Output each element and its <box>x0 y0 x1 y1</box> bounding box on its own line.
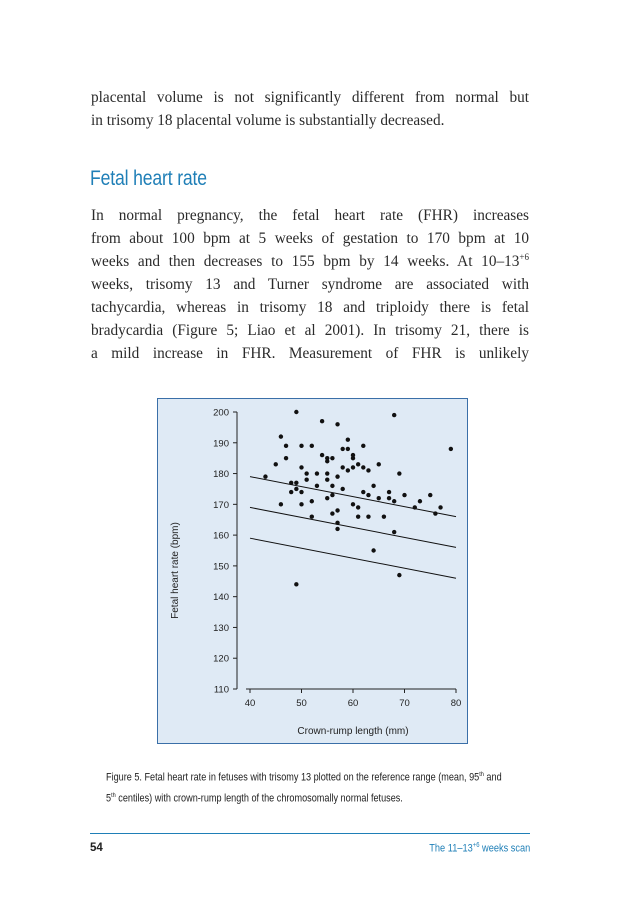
data-point <box>284 444 288 448</box>
data-point <box>304 471 308 475</box>
reference-lines <box>250 477 456 579</box>
x-tick-label: 80 <box>450 698 462 709</box>
x-tick-label: 60 <box>347 698 359 709</box>
data-point <box>371 484 375 488</box>
x-tick-label: 70 <box>399 698 410 709</box>
y-tick-label: 190 <box>213 438 229 450</box>
body-line: weeks, trisomy 13 and Turner syndrome are associated with <box>91 276 529 293</box>
caption-superscript: th <box>479 771 484 778</box>
y-tick-label: 160 <box>213 530 229 542</box>
body-line: tachycardia, whereas in trisomy 18 and triploidy there is fetal <box>91 299 529 316</box>
data-point <box>361 465 365 469</box>
data-point <box>299 490 303 494</box>
caption-text: and <box>483 771 502 784</box>
y-tick-label: 150 <box>213 561 229 573</box>
body-line: from about 100 bpm at 5 weeks of gestation to 170 bpm at 10 <box>91 230 529 247</box>
reference-line <box>250 507 456 547</box>
data-point <box>330 511 334 515</box>
data-point <box>377 496 381 500</box>
body-line: In normal pregnancy, the fetal heart rate (FHR) increases <box>91 207 529 224</box>
data-point <box>418 499 422 503</box>
data-point <box>351 465 355 469</box>
data-point <box>341 487 345 491</box>
data-point <box>299 502 303 506</box>
data-point <box>289 481 293 485</box>
data-point <box>304 478 308 482</box>
data-point <box>366 493 370 497</box>
figure-caption <box>106 766 526 807</box>
data-point <box>356 514 360 518</box>
chart-axes <box>213 408 461 710</box>
data-point <box>279 434 283 438</box>
data-point <box>310 444 314 448</box>
data-point <box>335 474 339 478</box>
data-point <box>315 484 319 488</box>
data-point <box>387 490 391 494</box>
data-point <box>377 462 381 466</box>
running-title-text: The 11–13 <box>428 842 473 855</box>
data-point <box>284 456 288 460</box>
body-line: bradycardia (Figure 5; Liao et al 2001). In trisomy 21, there is <box>91 322 529 339</box>
data-point <box>449 447 453 451</box>
data-point <box>299 444 303 448</box>
running-title-text: weeks scan <box>479 842 530 855</box>
footer-divider <box>90 833 530 834</box>
data-point <box>346 447 350 451</box>
data-point <box>397 573 401 577</box>
data-point <box>315 471 319 475</box>
y-axis-label: Fetal heart rate (bpm) <box>170 522 181 619</box>
y-tick-label: 140 <box>213 592 229 604</box>
data-point <box>299 465 303 469</box>
data-point <box>387 496 391 500</box>
x-axis-label: Crown-rump length (mm) <box>297 726 409 737</box>
data-point <box>366 468 370 472</box>
intro-paragraph <box>91 86 529 132</box>
data-point <box>346 438 350 442</box>
data-point <box>294 481 298 485</box>
data-point <box>325 459 329 463</box>
y-tick-label: 130 <box>213 622 229 634</box>
data-point <box>351 502 355 506</box>
y-tick-label: 120 <box>213 653 229 665</box>
data-point <box>438 505 442 509</box>
data-point <box>366 514 370 518</box>
y-tick-label: 110 <box>213 684 229 696</box>
data-point <box>335 508 339 512</box>
data-point <box>392 530 396 534</box>
data-point <box>402 493 406 497</box>
data-point <box>310 514 314 518</box>
data-point <box>356 462 360 466</box>
data-point <box>330 493 334 497</box>
running-title <box>429 842 530 855</box>
data-point <box>428 493 432 497</box>
body-line-text: weeks and then decreases to 155 bpm by 14 weeks. At 10–13 <box>91 253 520 270</box>
x-tick-label: 40 <box>244 698 256 709</box>
data-point <box>320 419 324 423</box>
y-tick-label: 200 <box>213 407 229 419</box>
section-heading: Fetal heart rate <box>90 167 207 190</box>
x-tick-label: 50 <box>296 698 307 709</box>
running-title-superscript: +6 <box>472 842 480 849</box>
data-point <box>325 471 329 475</box>
data-points <box>263 410 453 587</box>
data-point <box>356 505 360 509</box>
caption-text: centiles) with crown-rump length of the chromosomally normal fetuses. <box>115 792 403 805</box>
reference-line <box>250 538 456 578</box>
caption-label: Figure 5. <box>106 771 142 784</box>
data-point <box>392 413 396 417</box>
body-paragraph <box>91 204 529 365</box>
data-point <box>330 484 334 488</box>
y-tick-label: 170 <box>213 499 229 511</box>
data-point <box>335 422 339 426</box>
data-point <box>289 490 293 494</box>
page-number: 54 <box>90 842 103 854</box>
body-superscript: +6 <box>519 251 529 262</box>
data-point <box>413 505 417 509</box>
caption-text: Fetal heart rate in fetuses with trisomy 13 plotted on the reference range (mean, 95 <box>141 771 480 784</box>
data-point <box>320 453 324 457</box>
data-point <box>392 499 396 503</box>
data-point <box>433 511 437 515</box>
data-point <box>341 447 345 451</box>
data-point <box>325 496 329 500</box>
data-point <box>346 468 350 472</box>
body-line <box>91 250 529 273</box>
figure-chart <box>157 398 468 744</box>
data-point <box>335 521 339 525</box>
scatter-plot <box>158 399 469 745</box>
data-point <box>274 462 278 466</box>
y-tick-label: 180 <box>213 469 229 481</box>
data-point <box>330 456 334 460</box>
data-point <box>263 474 267 478</box>
data-point <box>310 499 314 503</box>
reference-line <box>250 477 456 517</box>
data-point <box>294 410 298 414</box>
data-point <box>294 487 298 491</box>
data-point <box>351 453 355 457</box>
data-point <box>397 471 401 475</box>
data-point <box>382 514 386 518</box>
data-point <box>361 444 365 448</box>
data-point <box>361 490 365 494</box>
body-line: a mild increase in FHR. Measurement of FHR is unlikely <box>91 345 529 362</box>
caption-superscript: th <box>111 791 116 799</box>
intro-line: in trisomy 18 placental volume is substantially decreased. <box>91 112 445 129</box>
data-point <box>371 548 375 552</box>
caption-text: 5 <box>106 792 112 805</box>
data-point <box>335 527 339 531</box>
data-point <box>294 582 298 586</box>
data-point <box>325 478 329 482</box>
data-point <box>341 465 345 469</box>
intro-line: placental volume is not significantly different from normal but <box>91 89 529 106</box>
data-point <box>279 502 283 506</box>
